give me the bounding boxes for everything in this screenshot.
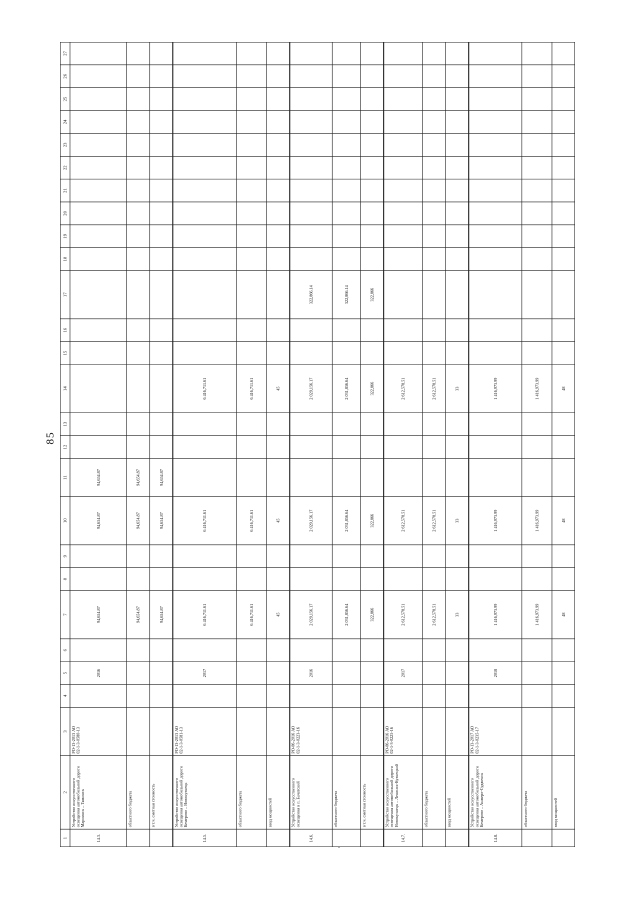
cell-name: Устройство искусственного xyxy=(71,778,76,828)
cell-document: РО-13-2013 АО xyxy=(173,725,179,754)
cell-name: областного бюджета xyxy=(522,790,528,828)
cell-name: Устройство искусственного xyxy=(384,778,390,828)
cell-document: РО-13-2013 АО xyxy=(71,725,76,754)
cell-c10: 1 416,973.99 xyxy=(534,509,540,532)
cell-document: 02-1-3-0580-13 xyxy=(75,727,81,754)
cell-document: РО-06-2016 АО xyxy=(384,725,390,754)
cell-code: 14.8. xyxy=(492,833,498,843)
cell-name: в т.ч. сметная стоимость xyxy=(150,783,156,828)
cell-c10: 94,654.87 xyxy=(158,512,164,530)
cell-name: областного бюджета xyxy=(237,790,243,828)
cell-document: 02-1-3-0223-16 xyxy=(295,727,301,754)
cell-c11: 94,654.87 xyxy=(95,469,101,486)
cell-name: Мариинск – Тяжинск xyxy=(80,789,86,828)
cell-name: Кемерово – Новокузнецк xyxy=(182,782,188,828)
cell-name: освещения автомобильной дороги xyxy=(389,766,395,828)
column-number-label: 19 xyxy=(62,233,68,239)
cell-code: 14.3. xyxy=(95,833,101,843)
cell-c14: 2 031,856.64 xyxy=(343,377,349,400)
cell-c10: 94,654.87 xyxy=(135,512,141,530)
cell-c14: 2 029,156.17 xyxy=(308,377,314,400)
cell-c7: 48 xyxy=(560,612,566,617)
cell-c10: 1 416,973.99 xyxy=(492,509,498,532)
cell-c10: 45 xyxy=(275,518,281,523)
cell-c17: 322,866 xyxy=(369,287,375,302)
cell-c14: 2 612,578.51 xyxy=(400,377,406,400)
cell-c14: 48 xyxy=(560,386,566,391)
cell-name: освещения автомобильной дороги xyxy=(75,766,81,828)
cell-c7: 322,866 xyxy=(369,607,375,622)
cell-document: 02-1-3-0225-16 xyxy=(389,727,395,754)
cell-c10: 322,866 xyxy=(369,513,375,528)
cell-name: областного бюджета xyxy=(423,790,429,828)
column-number-label: 10 xyxy=(62,518,68,523)
cell-c7: 33 xyxy=(454,612,460,617)
cell-c10: 2 031,856.64 xyxy=(343,509,349,532)
cell-c14: 322,866 xyxy=(369,381,375,396)
cell-c10: 2 029,156.17 xyxy=(308,509,314,532)
cell-c10: 6 416,711.61 xyxy=(202,509,208,532)
cell-c7: 94,654.87 xyxy=(158,606,164,624)
column-number-label: 15 xyxy=(62,350,68,356)
cell-c7: 94,654.87 xyxy=(135,606,141,624)
column-number-label: 12 xyxy=(62,444,68,450)
cell-name: Устройство искусственного xyxy=(173,778,179,828)
column-number-label: 24 xyxy=(62,119,68,125)
cell-year: 2016 xyxy=(308,668,314,678)
column-number-label: 1 xyxy=(62,836,68,840)
cell-c14: 1 416,973.99 xyxy=(492,377,498,400)
column-number-label: 23 xyxy=(62,142,68,148)
cell-c17: 322,866.14 xyxy=(343,285,349,305)
cell-c10: 2 612,578.51 xyxy=(400,509,406,532)
cell-document: 02-1-3-0235-17 xyxy=(474,727,480,754)
cell-c7: 2 031,856.64 xyxy=(343,603,349,626)
column-number-label: 4 xyxy=(62,694,68,698)
cell-code: 14.6. xyxy=(308,833,314,843)
column-number-label: 9 xyxy=(62,555,68,558)
cell-name: Новокузнецк – Ленинск-Кузнецкий xyxy=(393,764,399,828)
cell-name: областного бюджета xyxy=(333,790,339,828)
cell-name: областного бюджета xyxy=(127,790,133,828)
column-number-label: 7 xyxy=(62,613,68,616)
cell-name: освещения в п. Бачатский xyxy=(295,781,301,828)
column-number-label: 20 xyxy=(62,211,68,216)
column-number-label: 21 xyxy=(62,188,68,193)
cell-c11: 94,654.87 xyxy=(158,469,164,486)
column-number-label: 22 xyxy=(62,165,68,170)
cell-name: ввод мощностей xyxy=(267,797,273,828)
cell-c10: 94,654.87 xyxy=(95,512,101,530)
cell-c10: 6 416,711.61 xyxy=(249,509,255,532)
cell-c7: 1 416,973.99 xyxy=(534,603,540,626)
cell-c7: 1 416,973.99 xyxy=(492,603,498,626)
rotated-budget-table xyxy=(60,42,575,847)
cell-c14: 1 416,973.99 xyxy=(534,377,540,400)
column-number-label: 16 xyxy=(62,327,68,333)
cell-c14: 6 416,711.61 xyxy=(249,377,255,400)
cell-name: Устройство искусственного xyxy=(469,778,475,828)
cell-c7: 2 612,578.51 xyxy=(431,603,437,626)
cell-c14: 45 xyxy=(275,386,281,391)
cell-year: 2016 xyxy=(95,668,101,678)
column-number-label: 11 xyxy=(62,475,68,480)
cell-name: в т.ч. сметная стоимость xyxy=(361,783,367,828)
cell-c10: 48 xyxy=(560,518,566,523)
bottom-mark: - xyxy=(338,845,340,851)
cell-name: ввод мощностей xyxy=(552,797,558,828)
column-number-label: 2 xyxy=(62,791,68,794)
column-number-label: 13 xyxy=(62,421,68,427)
cell-name: ввод мощностей xyxy=(446,797,452,828)
column-number-label: 6 xyxy=(62,649,68,652)
column-number-label: 8 xyxy=(62,577,68,581)
table-grid xyxy=(60,42,575,847)
cell-code: 14.7. xyxy=(400,833,406,843)
cell-document: 02-1-3-0581-13 xyxy=(178,727,184,754)
cell-c10: 33 xyxy=(454,518,460,523)
cell-name: Устройство искусственного xyxy=(290,778,296,828)
cell-c7: 94,654.87 xyxy=(95,606,101,624)
cell-name: освещения автомобильной дороги xyxy=(178,766,184,828)
cell-name: Кемерово – Анжеро-Судженск xyxy=(478,772,484,828)
column-number-label: 18 xyxy=(62,256,68,262)
cell-c14: 2 612,578.51 xyxy=(431,377,437,400)
cell-year: 2018 xyxy=(492,668,498,678)
cell-document: РО-06-2016 АО xyxy=(290,725,296,754)
cell-c11: 94,654.87 xyxy=(135,469,141,486)
cell-c10: 2 612,578.51 xyxy=(431,509,437,532)
cell-name: освещения автомобильной дороги xyxy=(474,766,480,828)
cell-year: 2017 xyxy=(202,668,208,678)
cell-c7: 6 416,711.61 xyxy=(249,603,255,626)
page-number: 85 xyxy=(44,431,57,445)
cell-c17: 322,866.14 xyxy=(308,285,314,305)
column-number-label: 17 xyxy=(62,292,68,297)
cell-c7: 45 xyxy=(275,612,281,617)
cell-c14: 33 xyxy=(454,386,460,391)
column-number-label: 27 xyxy=(62,51,68,56)
column-number-label: 5 xyxy=(62,671,68,675)
column-number-label: 14 xyxy=(62,386,68,391)
cell-year: 2017 xyxy=(400,668,406,678)
cell-code: 14.5. xyxy=(202,833,208,843)
cell-c14: 6 416,711.61 xyxy=(202,377,208,400)
cell-c7: 6 416,711.61 xyxy=(202,603,208,626)
column-number-label: 25 xyxy=(62,96,68,102)
column-number-label: 3 xyxy=(62,730,68,733)
cell-document: РО-13-2017 АО xyxy=(469,725,475,754)
cell-c7: 2 029,156.17 xyxy=(308,603,314,626)
cell-c7: 2 612,578.51 xyxy=(400,603,406,626)
column-number-label: 26 xyxy=(62,73,68,79)
